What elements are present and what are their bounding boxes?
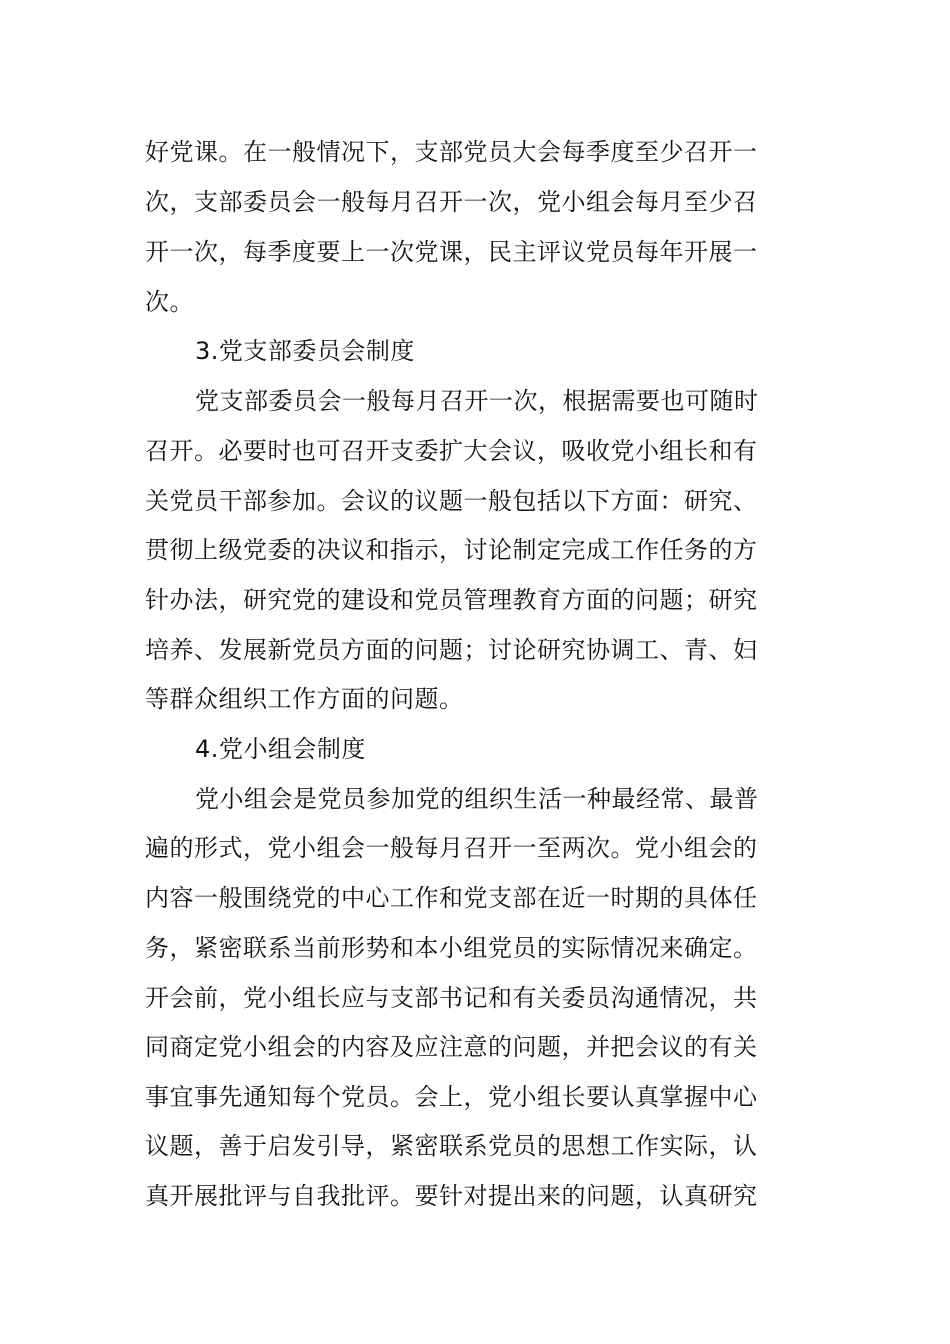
text-line: 开一次，每季度要上一次党课，民主评议党员每年开展一 xyxy=(145,238,758,266)
text-line: 针办法，研究党的建设和党员管理教育方面的问题；研究 xyxy=(145,586,758,614)
text-line: 培养、发展新党员方面的问题；讨论研究协调工、青、妇 xyxy=(145,636,758,664)
section-heading: 3.党支部委员会制度 xyxy=(195,337,415,365)
text-line: 内容一般围绕党的中心工作和党支部在近一时期的具体任 xyxy=(145,884,758,912)
text-line: 次，支部委员会一般每月召开一次，党小组会每月至少召 xyxy=(145,188,758,216)
text-line: 遍的形式，党小组会一般每月召开一至两次。党小组会的 xyxy=(145,834,758,862)
text-line: 开会前，党小组长应与支部书记和有关委员沟通情况，共 xyxy=(145,984,758,1012)
section-heading: 4.党小组会制度 xyxy=(195,735,366,763)
text-line: 同商定党小组会的内容及应注意的问题，并把会议的有关 xyxy=(145,1033,758,1061)
text-line: 次。 xyxy=(145,288,194,316)
text-line: 召开。必要时也可召开支委扩大会议，吸收党小组长和有 xyxy=(145,437,758,465)
text-line: 党小组会是党员参加党的组织生活一种最经常、最普 xyxy=(195,785,759,813)
text-line: 关党员干部参加。会议的议题一般包括以下方面：研究、 xyxy=(145,487,758,515)
text-line: 议题，善于启发引导，紧密联系党员的思想工作实际，认 xyxy=(145,1132,758,1160)
text-line: 真开展批评与自我批评。要针对提出来的问题，认真研究 xyxy=(145,1182,758,1210)
text-line: 好党课。在一般情况下，支部党员大会每季度至少召开一 xyxy=(145,138,758,166)
text-line: 等群众组织工作方面的问题。 xyxy=(145,685,464,713)
text-line: 务，紧密联系当前形势和本小组党员的实际情况来确定。 xyxy=(145,934,758,962)
text-line: 贯彻上级党委的决议和指示，讨论制定完成工作任务的方 xyxy=(145,536,758,564)
text-line: 党支部委员会一般每月召开一次，根据需要也可随时 xyxy=(195,387,759,415)
text-line: 事宜事先通知每个党员。会上，党小组长要认真掌握中心 xyxy=(145,1083,758,1111)
